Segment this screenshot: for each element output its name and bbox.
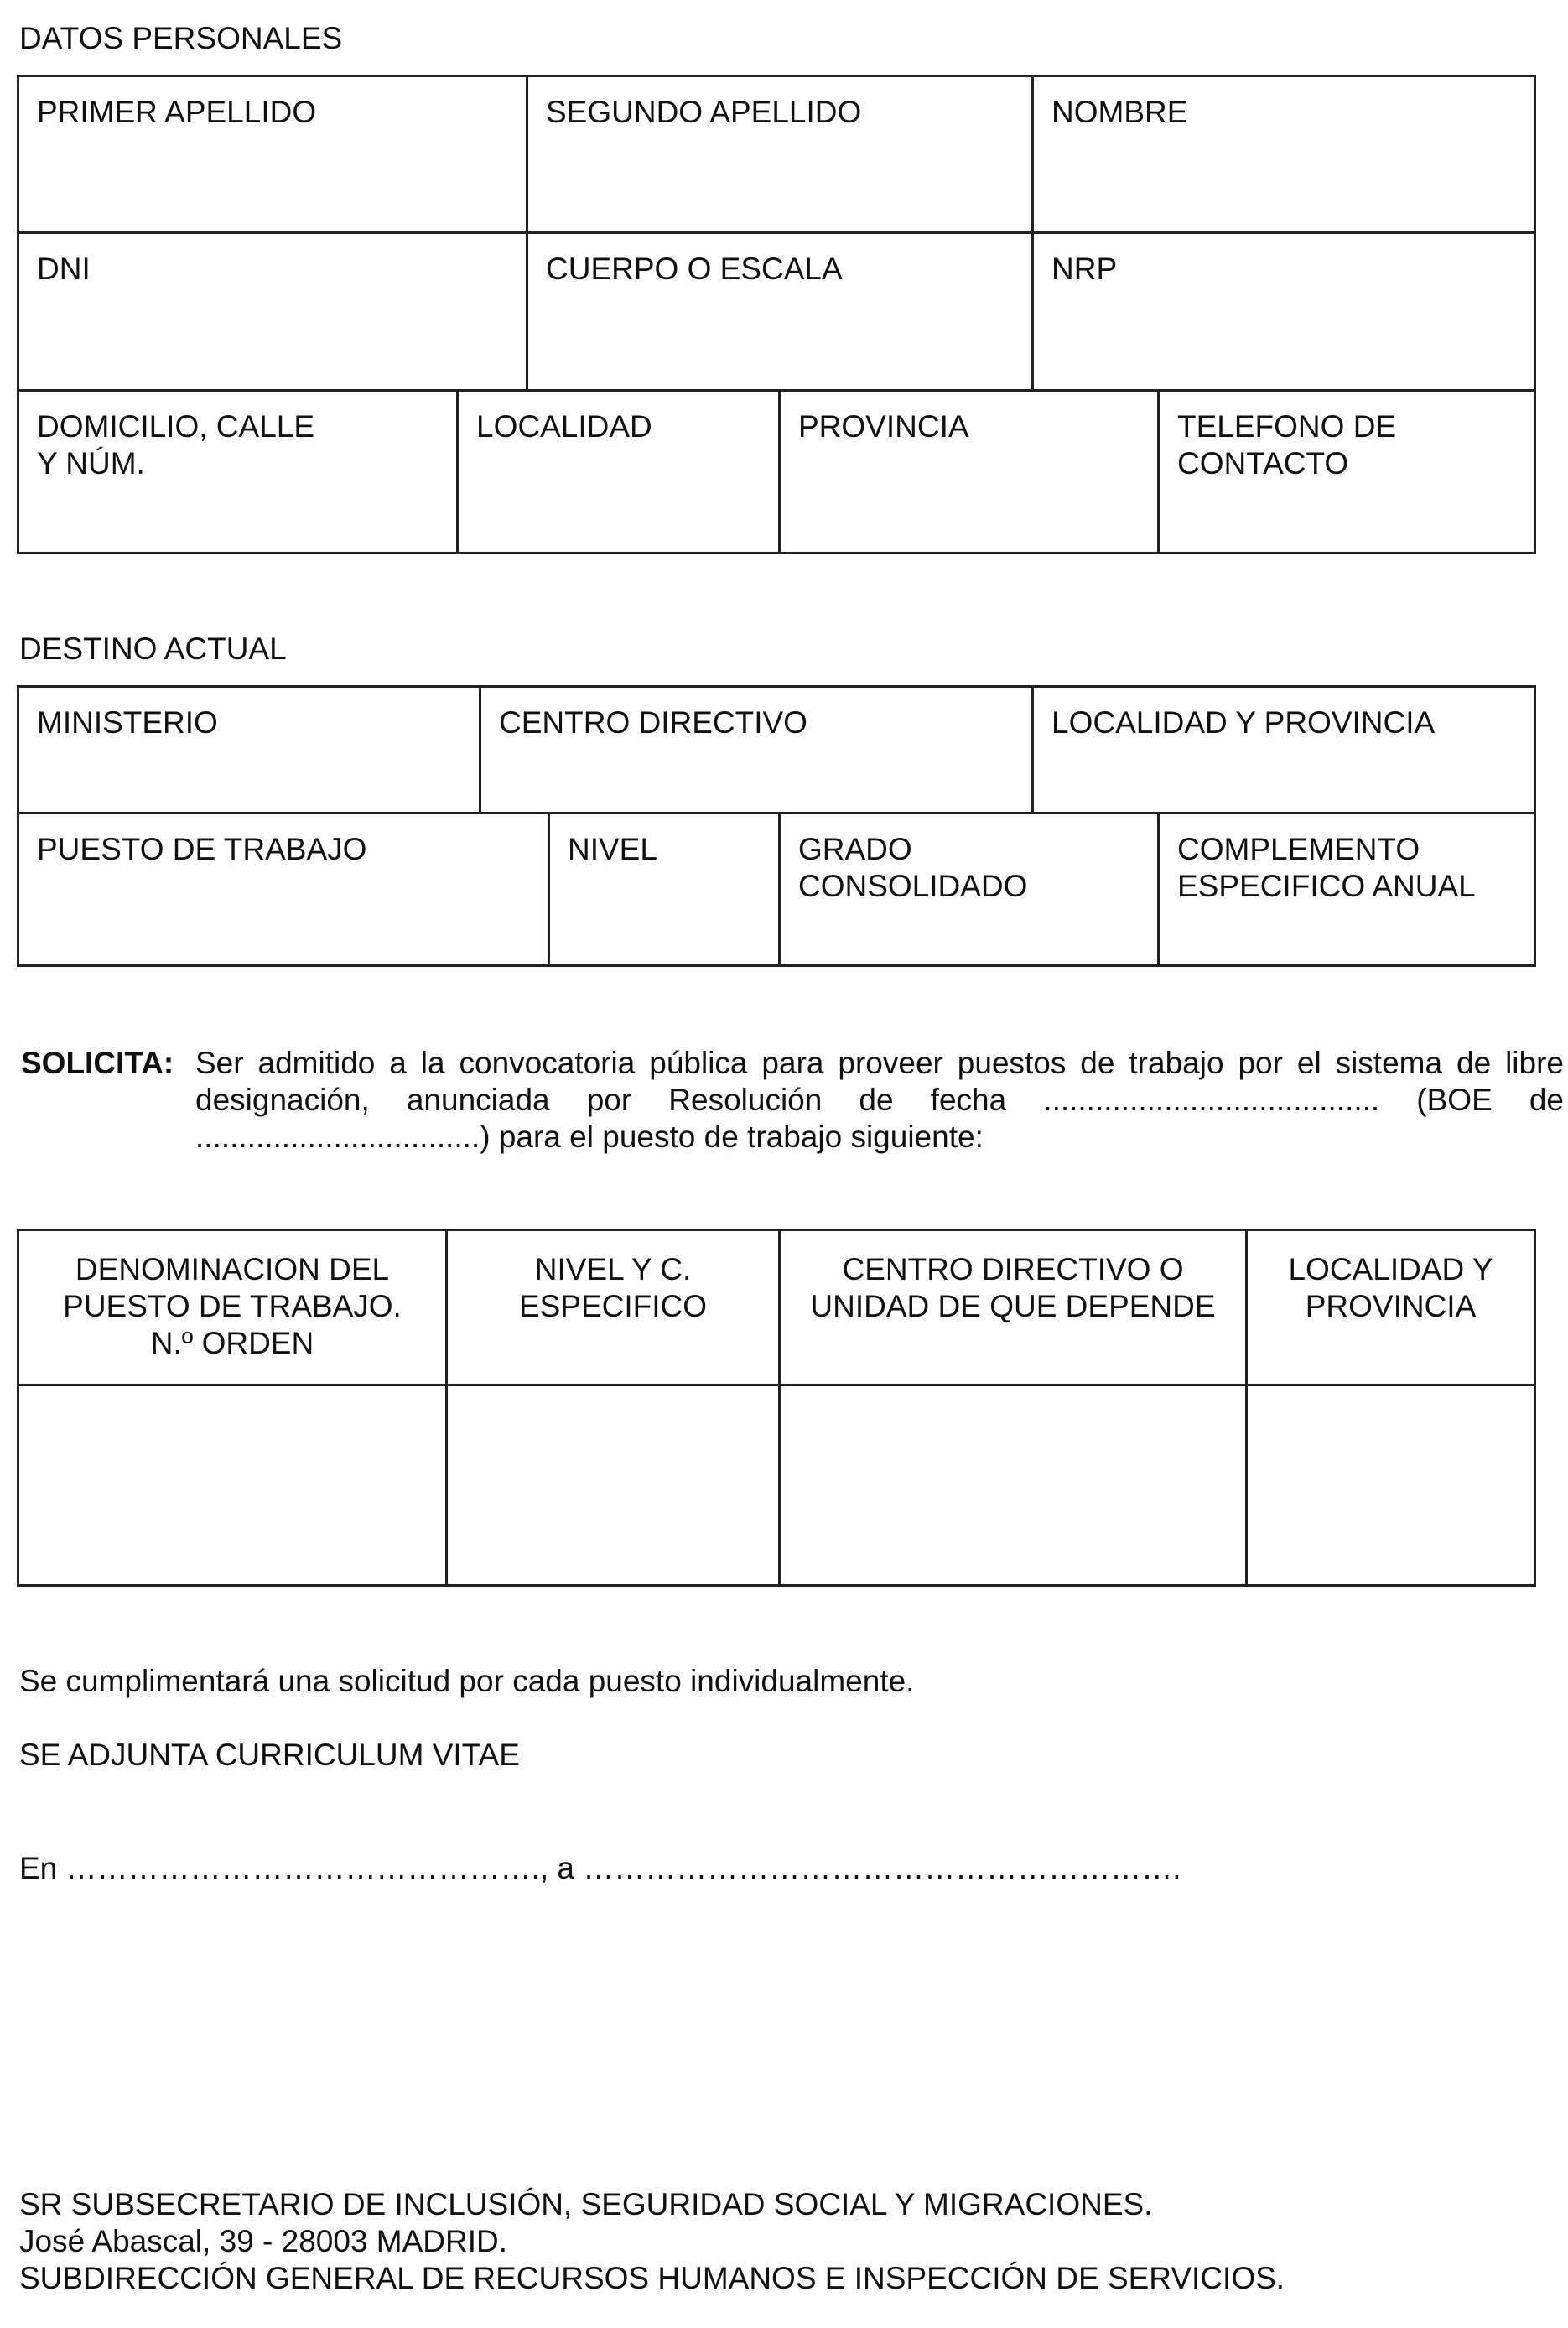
- destino-actual-grid: [17, 685, 1536, 967]
- solicita-line2: designación, anunciada por Resolución de fecha ....................................... (BOE de: [195, 1083, 1564, 1117]
- domicilio-field[interactable]: [19, 392, 456, 552]
- solicita-label: SOLICITA:: [21, 1046, 174, 1080]
- solicita-paragraph: [21, 1045, 1564, 1156]
- addressee-block: [19, 2186, 1285, 2297]
- localidad-provincia-label: LOCALIDAD Y PROVINCIA: [1051, 705, 1436, 740]
- localidad-y-provincia-line1: LOCALIDAD Y: [1288, 1252, 1493, 1286]
- cuerpo-escala-label: CUERPO O ESCALA: [546, 252, 843, 286]
- datos-personales-grid: [17, 75, 1536, 554]
- denominacion-line1: DENOMINACION DEL: [75, 1252, 390, 1286]
- solicita-line3: .................................) para el puesto de trabajo siguiente:: [195, 1120, 984, 1154]
- telefono-field[interactable]: [1160, 392, 1534, 552]
- provincia-field[interactable]: [781, 392, 1157, 552]
- table-header-centro: [781, 1231, 1245, 1384]
- una-solicitud-note: Se cumplimentará una solicitud por cada puesto individualmente.: [19, 1664, 915, 1698]
- addressee-line1: SR SUBSECRETARIO DE INCLUSIÓN, SEGURIDAD SOCIAL Y MIGRACIONES.: [19, 2187, 1153, 2221]
- denominacion-line3: N.º ORDEN: [150, 1326, 314, 1360]
- ministerio-label: MINISTERIO: [37, 705, 218, 740]
- grado-consolidado-field[interactable]: [781, 814, 1157, 964]
- provincia-label: PROVINCIA: [798, 409, 969, 444]
- table-header-localidad: [1248, 1231, 1534, 1384]
- telefono-label-line1: TELEFONO DE: [1177, 409, 1397, 444]
- segundo-apellido-label: SEGUNDO APELLIDO: [546, 95, 862, 129]
- grado-label-line1: GRADO: [798, 832, 912, 866]
- complemento-label-line1: COMPLEMENTO: [1177, 832, 1420, 866]
- nrp-field[interactable]: [1034, 234, 1534, 389]
- nrp-label: NRP: [1051, 252, 1118, 286]
- centro-directivo-field[interactable]: [481, 688, 1031, 812]
- table-header-denominacion: [19, 1231, 445, 1384]
- addressee-line3: SUBDIRECCIÓN GENERAL DE RECURSOS HUMANOS E INSPECCIÓN DE SERVICIOS.: [19, 2261, 1285, 2295]
- denominacion-line2: PUESTO DE TRABAJO.: [63, 1289, 402, 1323]
- puesto-trabajo-field[interactable]: [19, 814, 548, 964]
- section-heading-datos-personales: DATOS PERSONALES: [19, 21, 343, 55]
- nombre-label: NOMBRE: [1051, 95, 1188, 129]
- localidad-y-provincia-line2: PROVINCIA: [1305, 1289, 1477, 1323]
- primer-apellido-label: PRIMER APELLIDO: [37, 95, 317, 129]
- puesto-solicitado-table: [17, 1229, 1536, 1587]
- nivel-field[interactable]: [550, 814, 778, 964]
- localidad-label: LOCALIDAD: [476, 409, 652, 444]
- domicilio-label-line2: Y NÚM.: [37, 446, 145, 481]
- localidad-provincia-field[interactable]: [1034, 688, 1534, 812]
- addressee-line2: José Abascal, 39 - 28003 MADRID.: [19, 2224, 508, 2258]
- complemento-label-line2: ESPECIFICO ANUAL: [1177, 869, 1476, 903]
- table-header-nivel: [448, 1231, 778, 1384]
- denominacion-input-cell[interactable]: [19, 1386, 445, 1584]
- dni-field[interactable]: [19, 234, 526, 389]
- primer-apellido-field[interactable]: [19, 77, 526, 231]
- centro-unidad-input-cell[interactable]: [781, 1386, 1245, 1584]
- ministerio-field[interactable]: [19, 688, 479, 812]
- localidad-provincia-input-cell[interactable]: [1248, 1386, 1534, 1584]
- nivel-especifico-input-cell[interactable]: [448, 1386, 778, 1584]
- centro-unidad-line2: UNIDAD DE QUE DEPENDE: [810, 1289, 1216, 1323]
- nivel-especifico-line1: NIVEL Y C.: [534, 1252, 692, 1286]
- nombre-field[interactable]: [1034, 77, 1534, 231]
- centro-directivo-label: CENTRO DIRECTIVO: [499, 705, 807, 740]
- centro-unidad-line1: CENTRO DIRECTIVO O: [842, 1252, 1184, 1286]
- dni-label: DNI: [37, 252, 91, 286]
- grado-label-line2: CONSOLIDADO: [798, 869, 1028, 903]
- puesto-trabajo-label: PUESTO DE TRABAJO: [37, 832, 367, 866]
- section-heading-destino-actual: DESTINO ACTUAL: [19, 631, 287, 666]
- lugar-fecha-line[interactable]: En ………………………………………., a ………………………………………………….: [19, 1851, 1181, 1885]
- localidad-field[interactable]: [459, 392, 778, 552]
- curriculum-note: SE ADJUNTA CURRICULUM VITAE: [19, 1738, 520, 1772]
- segundo-apellido-field[interactable]: [528, 77, 1031, 231]
- complemento-especifico-field[interactable]: [1160, 814, 1534, 964]
- cuerpo-escala-field[interactable]: [528, 234, 1031, 389]
- domicilio-label-line1: DOMICILIO, CALLE: [37, 409, 315, 444]
- solicita-line1: Ser admitido a la convocatoria pública para proveer puestos de trabajo por el sistema de libre: [195, 1046, 1564, 1080]
- telefono-label-line2: CONTACTO: [1177, 446, 1349, 481]
- nivel-especifico-line2: ESPECIFICO: [518, 1289, 708, 1323]
- nivel-label: NIVEL: [568, 832, 657, 866]
